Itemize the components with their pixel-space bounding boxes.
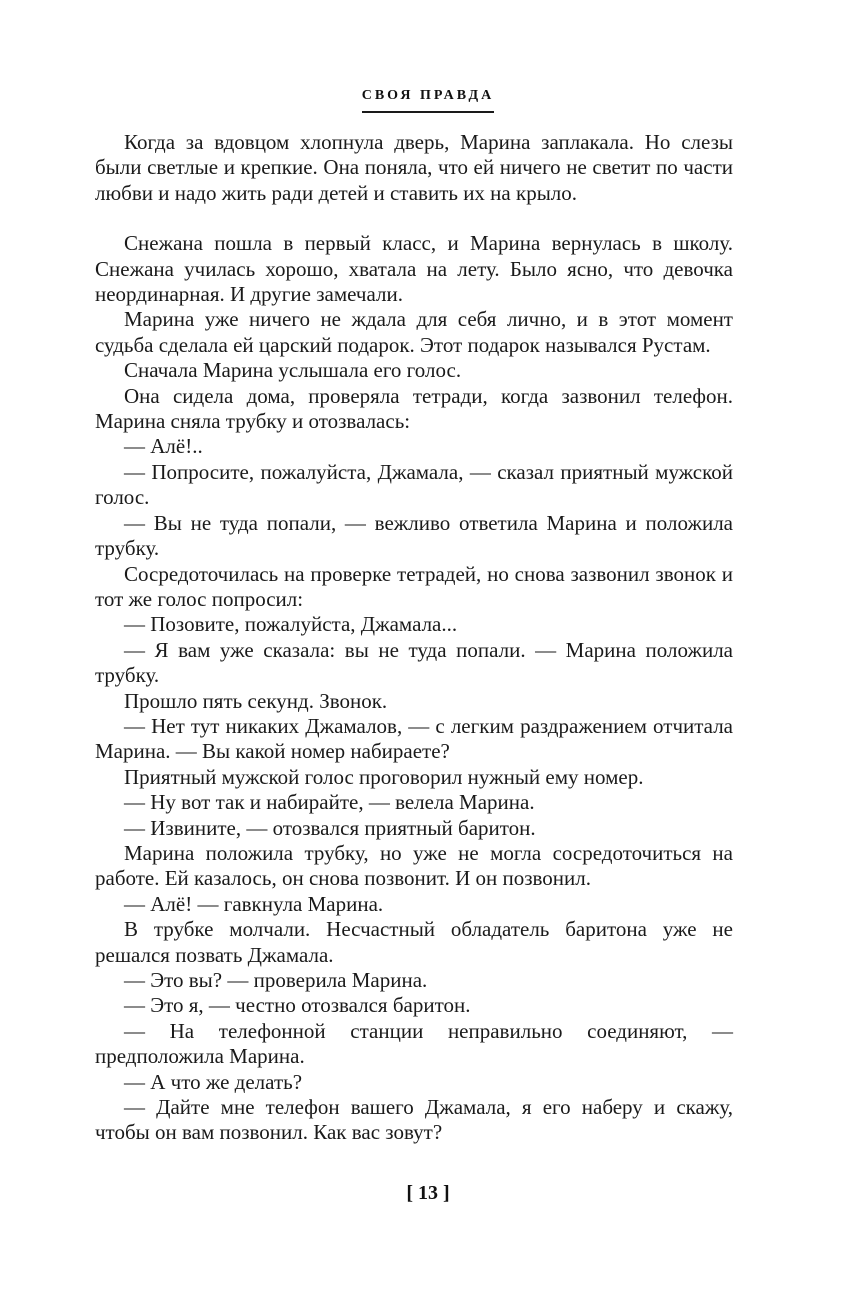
running-head-rule bbox=[362, 111, 494, 113]
dialogue-line: — Вы не туда попали, — вежливо ответила Марина и положила трубку. bbox=[95, 510, 733, 561]
dialogue-line: — Алё!.. bbox=[124, 434, 203, 459]
page-number bbox=[0, 1182, 856, 1205]
paragraph: В трубке молчали. Несчастный обладатель баритона уже не решался позвать Джамала. bbox=[95, 917, 733, 967]
dialogue-line: — Ну вот так и набирайте, — велела Марина. bbox=[124, 790, 535, 815]
body-text bbox=[95, 130, 733, 1146]
dialogue-line: — Позовите, пожалуйста, Джамала... bbox=[124, 612, 458, 637]
dialogue-line: — Дайте мне телефон вашего Джамала, я его наберу и скажу, чтобы он вам позвонил. Как вас зовут? bbox=[95, 1095, 733, 1145]
dialogue-line: — Извините, — отозвался приятный баритон. bbox=[124, 815, 536, 840]
running-head bbox=[0, 84, 856, 104]
dialogue-line: — Я вам уже сказала: вы не туда попали. — Марина положила трубку. bbox=[95, 637, 733, 688]
dialogue-line: — Нет тут никаких Джамалов, — с легким раздражением отчитала Марина. — Вы какой номер набираете? bbox=[95, 713, 733, 764]
dialogue-line: — Алё! — гавкнула Марина. bbox=[124, 891, 384, 916]
paragraph: Прошло пять секунд. Звонок. bbox=[124, 688, 388, 713]
dialogue-line: — Это вы? — проверила Марина. bbox=[124, 968, 428, 992]
dialogue-line: — Это я, — честно отозвался баритон. bbox=[124, 993, 471, 1018]
dialogue-line: — На телефонной станции неправильно соединяют, — предположила Марина. bbox=[95, 1018, 733, 1069]
paragraph: Когда за вдовцом хлопнула дверь, Марина заплакала. Но слезы были светлые и крепкие. Она поняла, что ей ничего не светит по части любви и надо жить ради детей и ставить их на крыло. bbox=[95, 130, 733, 205]
paragraph: Марина положила трубку, но уже не могла сосредоточиться на работе. Ей казалось, он снова позвонит. И он позвонил. bbox=[95, 840, 733, 891]
paragraph: Приятный мужской голос проговорил нужный ему номер. bbox=[124, 764, 644, 789]
running-head-title: СВОЯ ПРАВДА bbox=[361, 88, 495, 103]
folio-bracket-right: ] bbox=[438, 1182, 450, 1204]
paragraph: Снежана пошла в первый класс, и Марина вернулась в школу. Снежана училась хорошо, хватала на лету. Было ясно, что девочка неординарная. И другие замечали. bbox=[95, 231, 733, 307]
paragraph: Она сидела дома, проверяла тетради, когда зазвонил телефон. Марина сняла трубку и отозвалась: bbox=[95, 383, 733, 434]
dialogue-line: — А что же делать? bbox=[124, 1069, 303, 1094]
paragraph: Марина уже ничего не ждала для себя лично, и в этот момент судьба сделала ей царский подарок. Этот подарок назывался Рустам. bbox=[95, 307, 733, 357]
page-number-value: 13 bbox=[418, 1182, 438, 1204]
folio-bracket-left: [ bbox=[406, 1182, 418, 1204]
paragraph: Сосредоточилась на проверке тетрадей, но снова зазвонил звонок и тот же голос попросил: bbox=[95, 561, 733, 611]
paragraph: Сначала Марина услышала его голос. bbox=[124, 358, 462, 383]
dialogue-line: — Попросите, пожалуйста, Джамала, — сказал приятный мужской голос. bbox=[95, 459, 733, 510]
